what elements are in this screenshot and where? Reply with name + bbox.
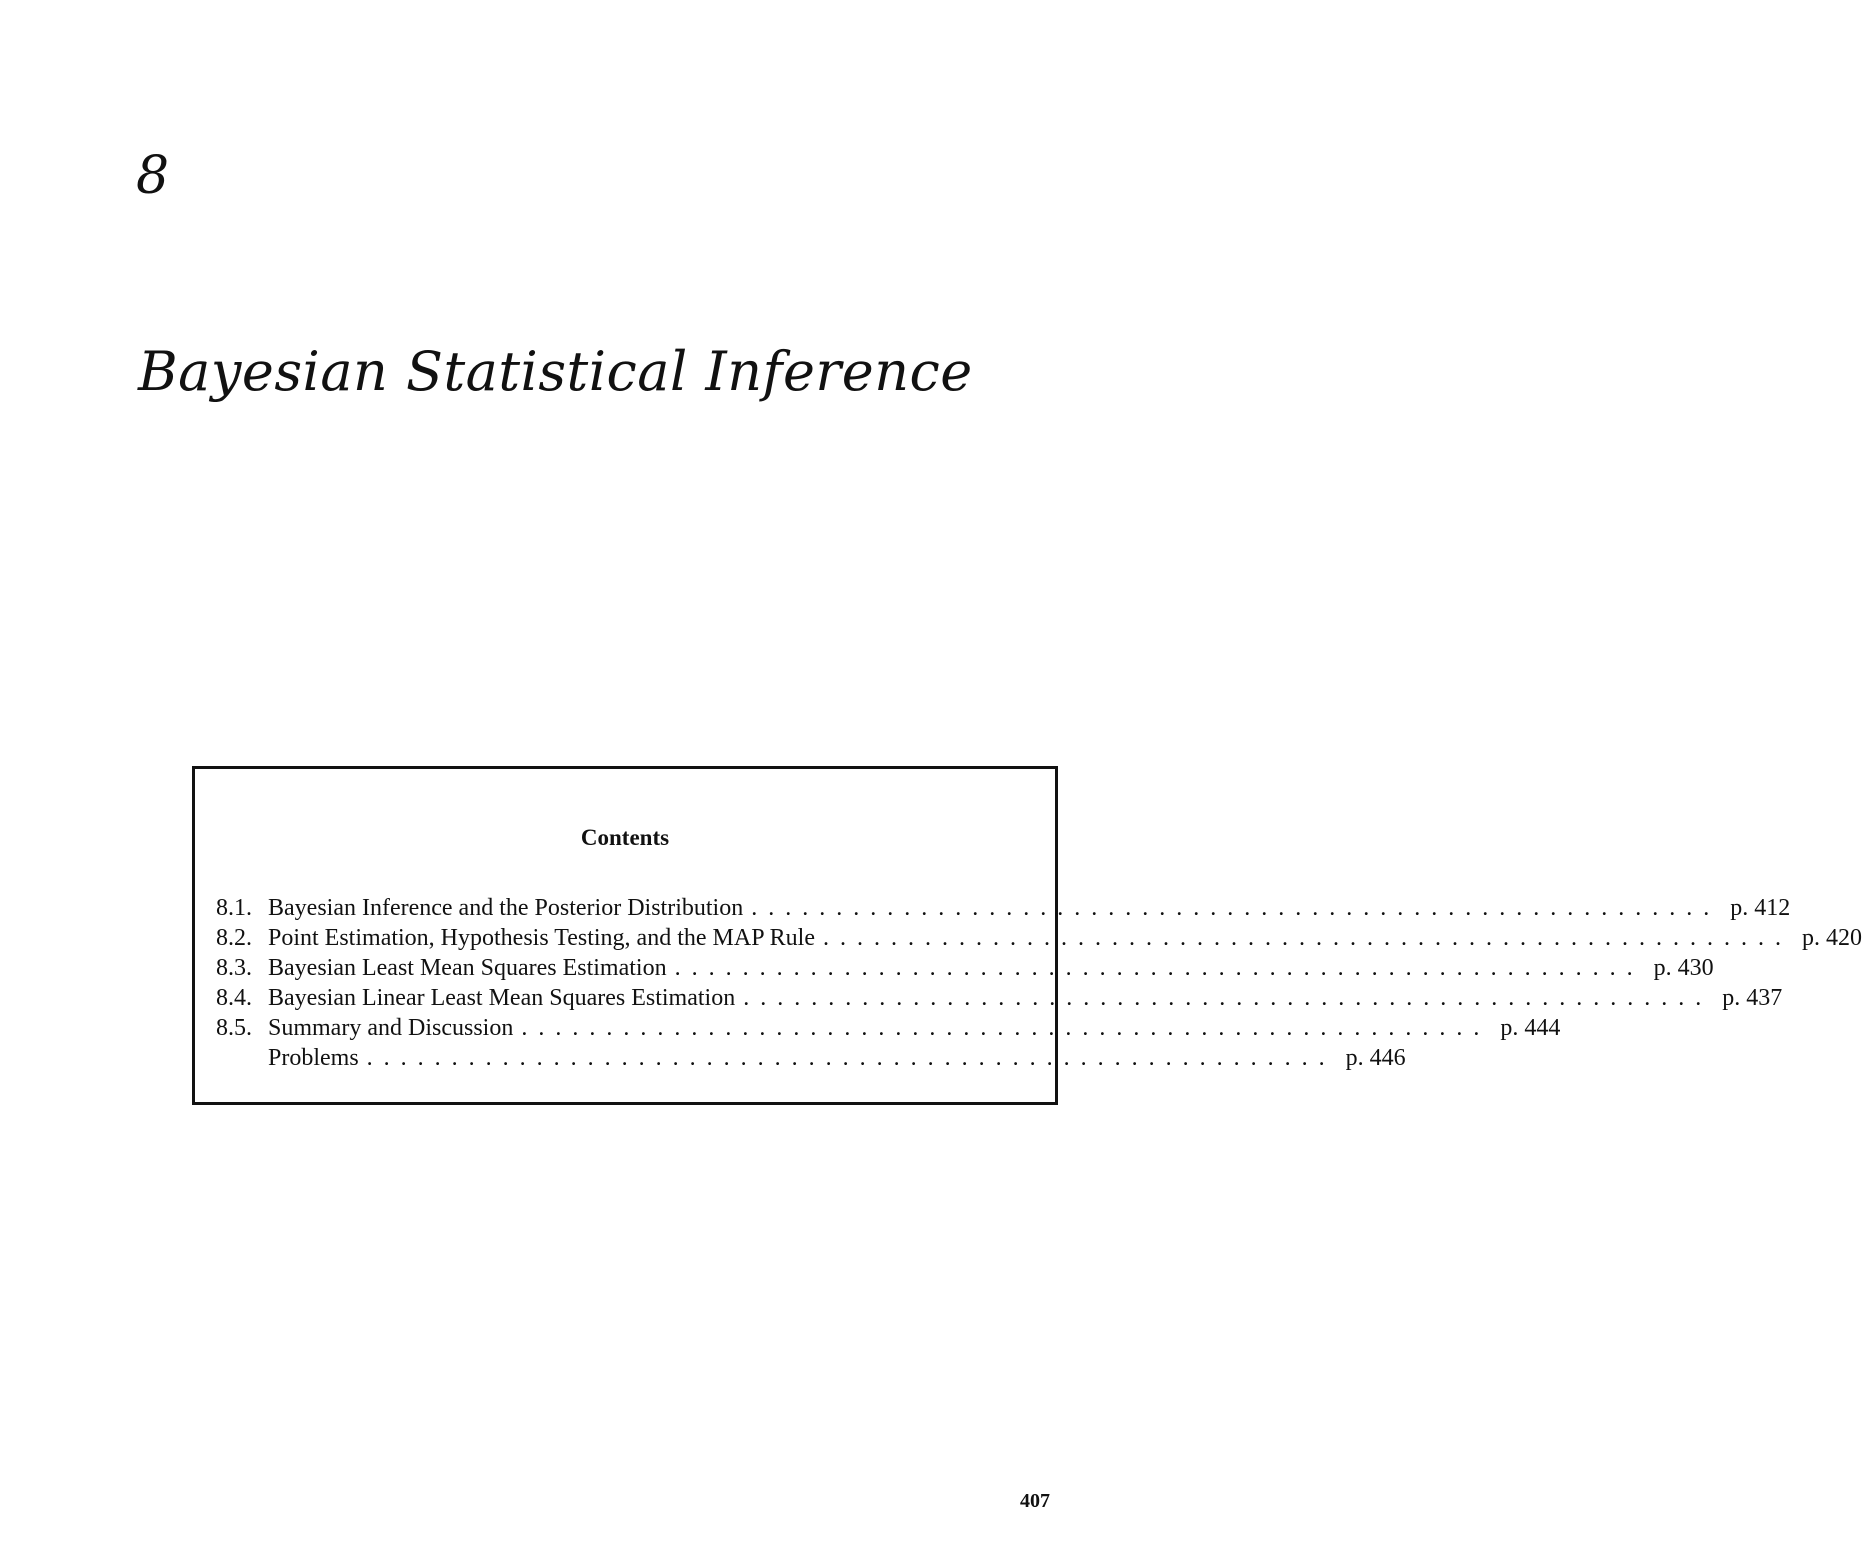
toc-entry[interactable] xyxy=(216,925,1862,955)
toc-list xyxy=(216,895,1862,1075)
toc-entry-page: p. 420 xyxy=(1801,925,1862,951)
chapter-title: Bayesian Statistical Inference xyxy=(138,340,973,403)
toc-entry[interactable] xyxy=(216,1045,1406,1075)
toc-entry[interactable] xyxy=(216,895,1791,925)
toc-entry-number: 8.2. xyxy=(216,925,252,951)
chapter-number: 8 xyxy=(136,146,170,206)
toc-entry-page: p. 444 xyxy=(1500,1015,1561,1041)
page-number: 407 xyxy=(1020,1490,1050,1512)
toc-dot-leader: ......................................................... xyxy=(521,1015,1491,1041)
toc-entry-page: p. 446 xyxy=(1345,1045,1406,1071)
toc-entry[interactable] xyxy=(216,1015,1561,1045)
toc-dot-leader: ......................................................... xyxy=(822,925,1792,951)
toc-entry-number: 8.3. xyxy=(216,955,252,981)
toc-dot-leader: ......................................................... xyxy=(674,955,1644,981)
toc-entry-title: Point Estimation, Hypothesis Testing, and the MAP Rule xyxy=(268,925,815,951)
toc-entry-page: p. 412 xyxy=(1730,895,1791,921)
toc-dot-leader: ......................................................... xyxy=(743,985,1713,1011)
toc-entry[interactable] xyxy=(216,955,1714,985)
toc-entry-number: 8.4. xyxy=(216,985,252,1011)
toc-entry[interactable] xyxy=(216,985,1783,1015)
toc-entry-title: Bayesian Linear Least Mean Squares Estimation xyxy=(268,985,736,1011)
toc-entry-number: 8.5. xyxy=(216,1015,252,1041)
toc-dot-leader: ......................................................... xyxy=(751,895,1721,921)
toc-entry-title: Problems xyxy=(268,1045,359,1071)
toc-entry-page: p. 430 xyxy=(1653,955,1714,981)
toc-entry-title: Bayesian Inference and the Posterior Distribution xyxy=(268,895,744,921)
toc-entry-title: Summary and Discussion xyxy=(268,1015,514,1041)
toc-entry-number: 8.1. xyxy=(216,895,252,921)
contents-heading: Contents xyxy=(580,825,670,850)
toc-entry-page: p. 437 xyxy=(1722,985,1783,1011)
toc-dot-leader: ......................................................... xyxy=(366,1045,1336,1071)
contents-box xyxy=(192,766,1862,1105)
toc-entry-title: Bayesian Least Mean Squares Estimation xyxy=(268,955,667,981)
